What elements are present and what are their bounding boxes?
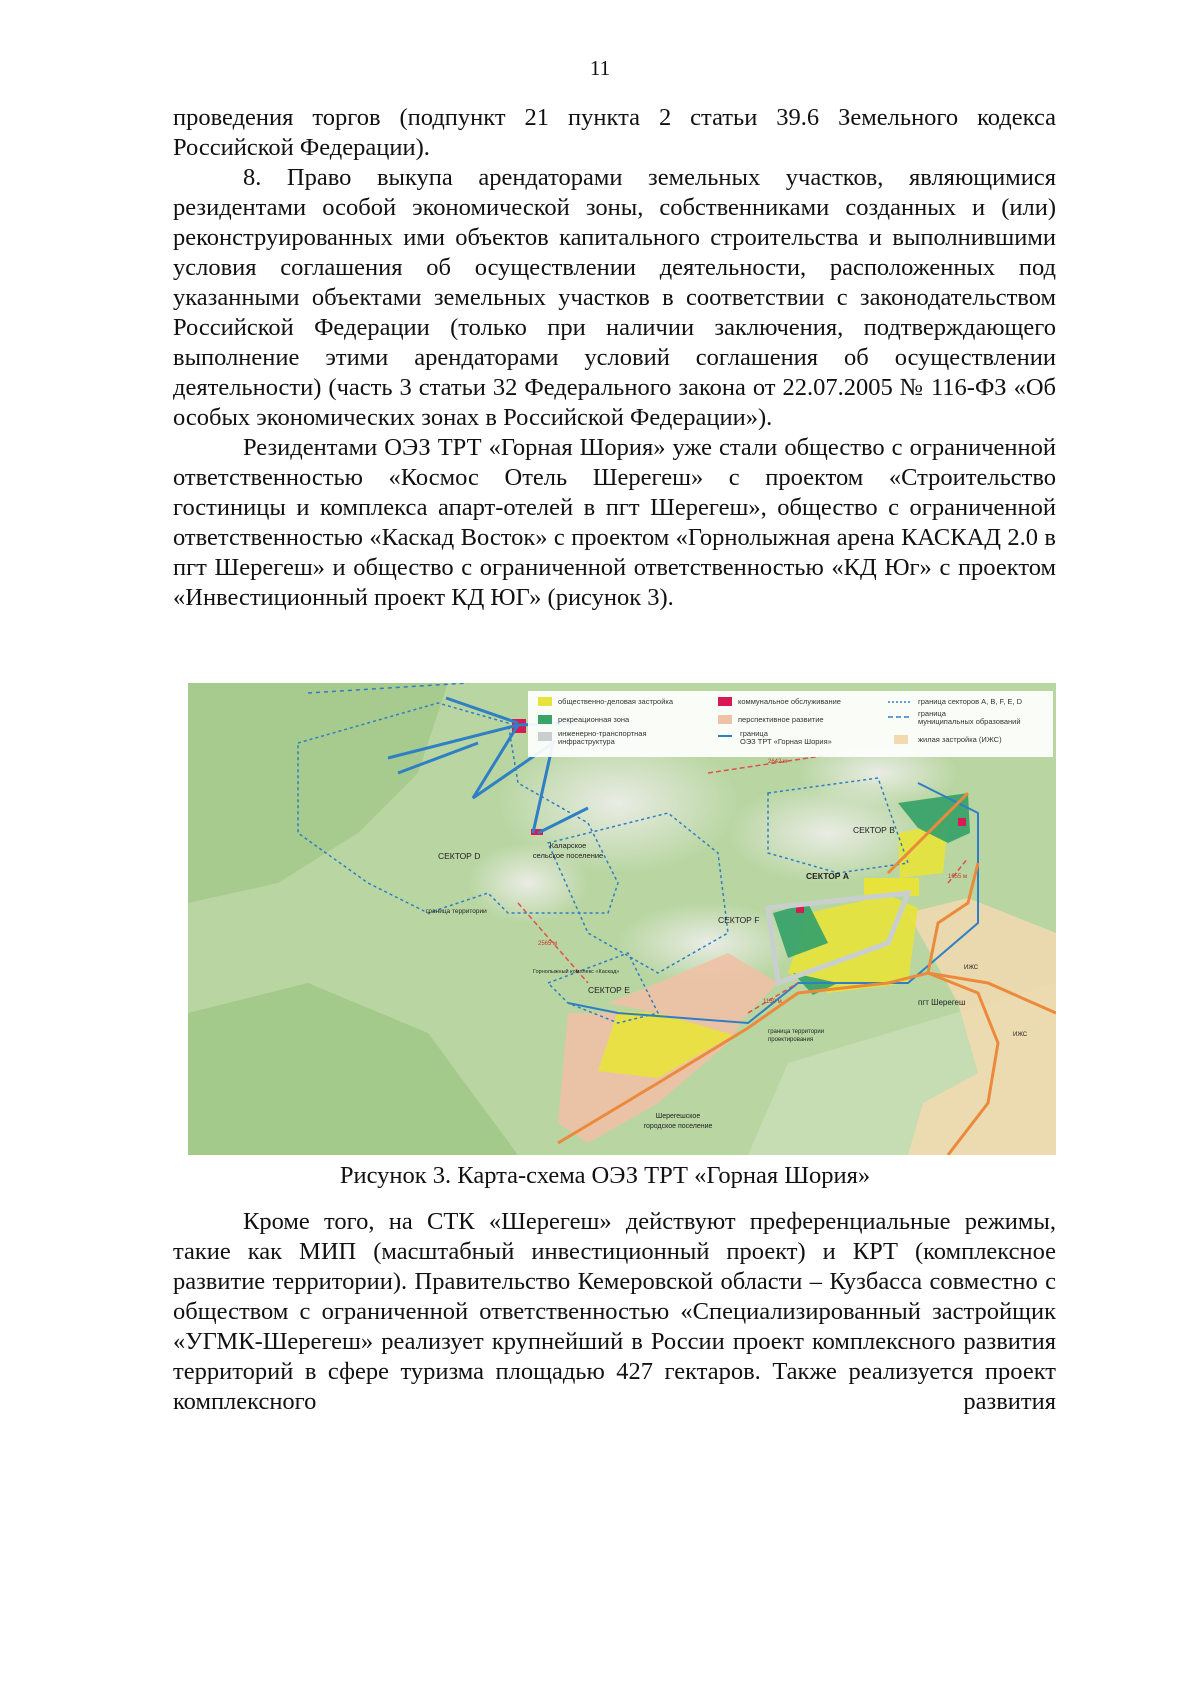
- label-kalar-2: сельское поселение: [532, 851, 604, 860]
- label-sheregesh-1: Шерегешское: [655, 1113, 701, 1120]
- paragraph: 8. Право выкупа арендаторами земельных участков, являющимися резидентами особой экономической зоны, собственниками созданных и (или) реконструированных ими объектов капитального строительства и выполнившими условия соглашения об осуществлении деятельности, расположенных под указанными объектами земельных участков в соответствии с законодательством Российской Федерации (только при наличии заключения, подтверждающего выполнение этими арендаторами условий соглашения об осуществлении деятельности) (часть 3 статьи 32 Федерального закона от 22.07.2005 № 116-ФЗ «Об особых экономических зонах в Российской Федерации»).: [173, 164, 1056, 431]
- paragraph: Кроме того, на СТК «Шерегеш» действуют преференциальные режимы, такие как МИП (масштабный инвестиционный проект) и КРТ (комплексное развитие территории). Правительство Кемеровской области – Кузбасса совместно с обществом с ограниченной ответственностью «Специализированный застройщик «УГМК-Шерегеш» реализует крупнейший в России проект комплексного развития территорий в сфере туризма площадью 427 гектаров. Также реализуется проект комплексного развития: [173, 1208, 1056, 1415]
- legend-infrastructure-2: инфраструктура: [558, 737, 615, 746]
- page-number: 11: [589, 56, 611, 80]
- legend-communal: коммунальное обслуживание: [738, 697, 841, 706]
- label-distance: 2565 м: [538, 941, 558, 947]
- label-distance: 1150 м: [763, 999, 782, 1005]
- label-izhs-1: ИЖС: [964, 965, 979, 971]
- figure-caption: Рисунок 3. Карта-схема ОЭЗ ТРТ «Горная Шория»: [339, 1162, 871, 1189]
- map-image: [188, 683, 1056, 1155]
- legend-perspective: перспективное развитие: [738, 715, 824, 724]
- legend-municipal-border-1: граница: [918, 709, 946, 718]
- label-izhs-2: ИЖС: [1013, 1032, 1028, 1038]
- paragraph: Резидентами ОЭЗ ТРТ «Горная Шория» уже стали общество с ограниченной ответственностью «Космос Отель Шерегеш» с проектом «Строительство гостиницы и комплекса апарт-отелей в пгт Шерегеш», общество с ограниченной ответственностью «Каскад Восток» с проектом «Горнолыжная арена КАСКАД 2.0 в пгт Шерегеш» и общество с ограниченной ответственностью «КД Юг» с проектом «Инвестиционный проект КД ЮГ» (рисунок 3).: [173, 434, 1056, 611]
- label-sector-b: СЕКТОР B: [853, 825, 895, 835]
- paragraph: проведения торгов (подпункт 21 пункта 2 статьи 39.6 Земельного кодекса Российской Федерации).: [173, 104, 1056, 161]
- label-town: пгт Шерегеш: [918, 998, 966, 1007]
- label-ski-complex: Горнолыжный комплекс «Каскад»: [533, 969, 620, 975]
- body-text-bottom: [173, 1207, 1056, 1417]
- legend-municipal-border-2: муниципальных образований: [918, 717, 1021, 726]
- label-sector-f: СЕКТОР F: [718, 915, 760, 925]
- label-design-border-1: граница территории: [768, 1029, 825, 1035]
- legend-oez-border-1: граница: [740, 729, 768, 738]
- legend-sector-border: граница секторов A, B, F, E, D: [918, 697, 1023, 706]
- label-kalar-1: Каларское: [549, 841, 587, 850]
- label-distance: 1655 м: [948, 874, 968, 880]
- label-sheregesh-2: городское поселение: [643, 1123, 713, 1130]
- legend-recreation: рекреационная зона: [558, 715, 630, 724]
- label-sector-e: СЕКТОР E: [588, 985, 630, 995]
- label-sector-d: СЕКТОР D: [438, 851, 481, 861]
- legend-oez-border-2: ОЭЗ ТРТ «Горная Шория»: [740, 737, 832, 746]
- legend-infrastructure-1: инженерно-транспортная: [558, 729, 647, 738]
- body-text-top: [173, 103, 1056, 613]
- label-sector-a: СЕКТОР A: [806, 871, 849, 881]
- legend-housing: жилая застройка (ИЖС): [918, 735, 1002, 744]
- legend-business: общественно-деловая застройка: [558, 697, 674, 706]
- label-design-border-2: проектирования: [768, 1037, 814, 1043]
- map-figure: [188, 683, 1056, 1155]
- label-distance: 2642 м: [768, 759, 788, 765]
- label-territory-border: граница территории: [426, 908, 487, 915]
